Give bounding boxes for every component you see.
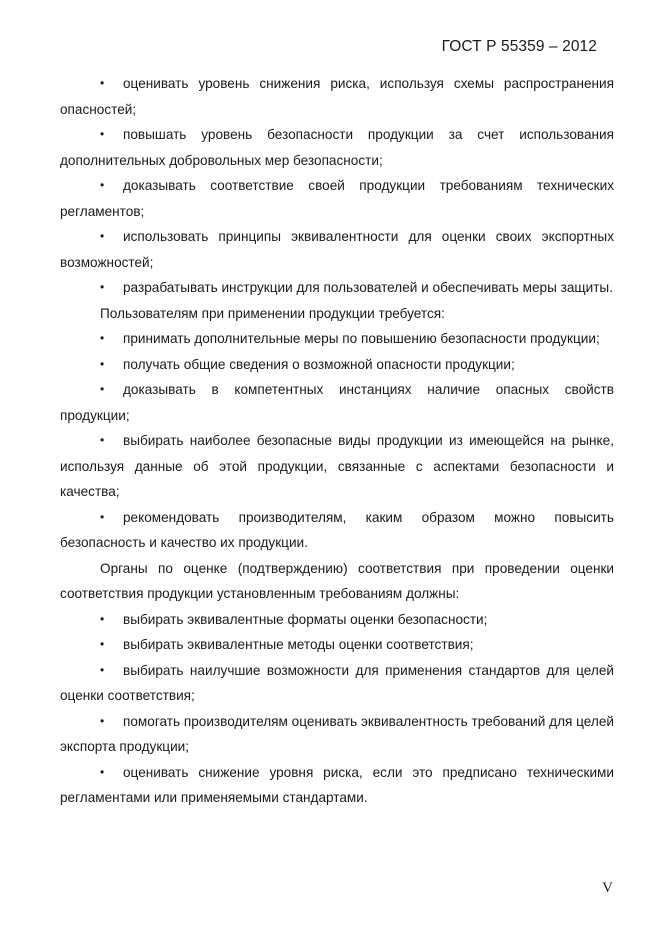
bullet-icon: • [100,280,105,294]
list-item-text: выбирать наиболее безопасные виды продукции из имеющейся на рынке, используя данные об этой продукции, связанные с аспектами безопасности и качества; [60,433,614,499]
list-item [60,326,614,352]
bullet-icon: • [100,509,105,524]
bullet-icon: • [100,178,105,192]
list-item-text: рекомендовать производителям, каким образом можно повысить безопасность и качество их продукции. [60,509,614,550]
list-item [60,224,614,275]
document-code-header: ГОСТ Р 55359 – 2012 [441,38,597,55]
user-requirements-list [60,326,614,556]
users-intro-paragraph: Пользователям при применении продукции требуется: [100,305,445,321]
bullet-icon: • [100,662,105,677]
list-item-text: разрабатывать инструкции для пользователей и обеспечивать меры защиты. [123,280,613,295]
bullet-icon: • [100,127,105,141]
list-item-text: выбирать эквивалентные методы оценки соответствия; [123,637,474,652]
list-item [60,428,614,505]
list-item-text: выбирать наилучшие возможности для применения стандартов для целей оценки соответствия; [60,662,614,703]
list-item [60,505,614,556]
list-item-text: выбирать эквивалентные форматы оценки безопасности; [123,611,488,627]
manufacturer-obligations-list [60,71,614,301]
list-item-text: доказывать в компетентных инстанциях наличие опасных свойств продукции; [60,382,614,423]
list-item-text: повышать уровень безопасности продукции за счет использования дополнительных добровольных мер безопасности; [60,127,614,168]
list-item [60,709,614,760]
list-item-text: доказывать соответствие своей продукции требованиям технических регламентов; [60,178,614,219]
list-item-text: оценивать снижение уровня риска, если это предписано техническими регламентами или применяемыми стандартами. [60,764,614,805]
bullet-icon: • [100,433,105,447]
conformity-bodies-list [60,607,614,811]
bullet-icon: • [100,611,105,626]
bullet-icon: • [100,382,105,396]
bullet-icon: • [100,356,105,371]
bullet-icon: • [100,229,105,243]
bullet-icon: • [100,637,105,651]
list-item [60,352,614,378]
list-item [60,632,614,658]
bullet-icon: • [100,76,105,90]
bullet-icon: • [100,331,105,345]
list-item-text: принимать дополнительные меры по повышению безопасности продукции; [123,331,600,346]
list-item-text: помогать производителям оценивать эквивалентность требований для целей экспорта продукции; [60,713,614,754]
bodies-intro-paragraph: Органы по оценке (подтверждению) соответствия при проведении оценки соответствия продукции установленным требованиям должны: [60,560,614,601]
list-item [60,760,614,811]
list-item-text: оценивать уровень снижения риска, используя схемы распространения опасностей; [60,76,614,117]
list-item-text: получать общие сведения о возможной опасности продукции; [123,356,515,372]
list-item [60,173,614,224]
list-item [60,607,614,633]
list-item-text: использовать принципы эквивалентности для оценки своих экспортных возможностей; [60,229,614,270]
bullet-icon: • [100,713,105,728]
list-item [60,377,614,428]
bullet-icon: • [100,764,105,779]
list-item [60,122,614,173]
page-number: V [602,880,613,896]
list-item [60,275,614,301]
list-item [60,71,614,122]
page-content [60,71,614,811]
list-item [60,658,614,709]
